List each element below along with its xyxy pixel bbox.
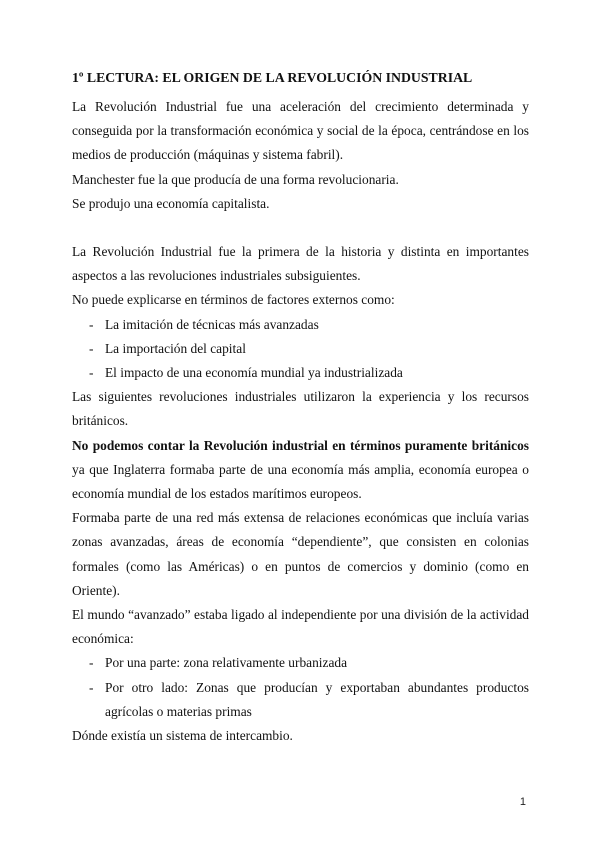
section2-paragraph-5: Formaba parte de una red más extensa de relaciones económicas que incluía varias zonas avanzadas, áreas de economía “dependiente”, que consisten en colonias formales (como las Américas) o en puntos de comercios y dominio (como en Oriente). <box>72 510 529 598</box>
list-item-text: La imitación de técnicas más avanzadas <box>105 316 319 332</box>
intro-paragraph-2: Manchester fue la que producía de una forma revolucionaria. <box>72 171 399 187</box>
bullet-dash: - <box>89 340 94 356</box>
economic-division-list <box>72 651 529 724</box>
bullet-dash: - <box>89 316 94 332</box>
intro-paragraph-3: Se produjo una economía capitalista. <box>72 195 270 211</box>
document-page <box>72 66 529 748</box>
list-item <box>72 361 529 385</box>
section2-paragraph-7: Dónde existía un sistema de intercambio. <box>72 728 293 744</box>
section2-paragraph-1: La Revolución Industrial fue la primera de la historia y distinta en importantes aspectos a las revoluciones industriales subsiguientes. <box>72 244 529 284</box>
paragraph-continuation: ya que Inglaterra formaba parte de una economía más amplia, economía europea o economía mundial de los estados marítimos europeos. <box>72 461 529 502</box>
paragraph-gap <box>72 216 529 240</box>
bullet-dash: - <box>89 365 94 381</box>
list-item-text: Por otro lado: Zonas que producían y exportaban abundantes productos agrícolas o materias primas <box>105 679 529 719</box>
list-item-text: La importación del capital <box>105 340 246 356</box>
bullet-dash: - <box>89 679 94 695</box>
section2-paragraph-2: No puede explicarse en términos de factores externos como: <box>72 292 395 308</box>
list-item <box>72 676 529 724</box>
list-item <box>72 651 529 675</box>
list-item-text: El impacto de una economía mundial ya industrializada <box>105 365 403 381</box>
bullet-dash: - <box>89 655 94 671</box>
page-number: 1 <box>519 796 526 808</box>
list-item <box>72 337 529 361</box>
section2-paragraph-4 <box>72 434 529 507</box>
page-title: 1º LECTURA: EL ORIGEN DE LA REVOLUCIÓN INDUSTRIAL <box>72 70 473 85</box>
list-item <box>72 313 529 337</box>
intro-paragraph-1: La Revolución Industrial fue una aceleración del crecimiento determinada y conseguida por la transformación económica y social de la época, centrándose en los medios de producción (máquinas y sistema fabril). <box>72 99 529 163</box>
external-factors-list <box>72 313 529 386</box>
list-item-text: Por una parte: zona relativamente urbanizada <box>105 655 348 671</box>
section2-paragraph-6: El mundo “avanzado” estaba ligado al independiente por una división de la actividad económica: <box>72 607 529 647</box>
section2-paragraph-3: Las siguientes revoluciones industriales utilizaron la experiencia y los recursos británicos. <box>72 389 529 429</box>
bold-statement: No podemos contar la Revolución industrial en términos puramente británicos <box>72 437 529 453</box>
